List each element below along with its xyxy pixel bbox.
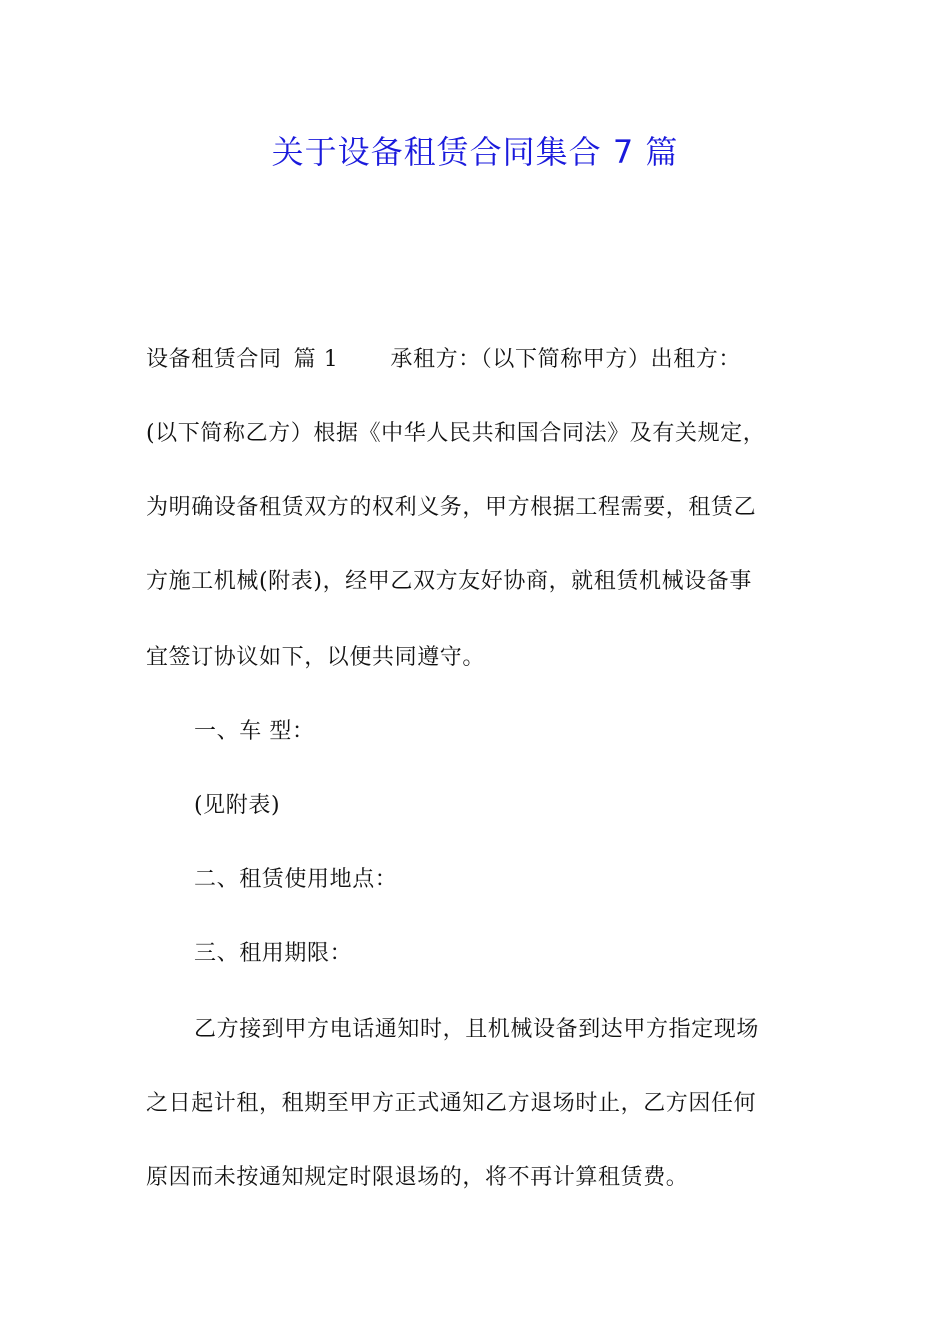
- section-heading-vehicle-type: 一、车 型：: [194, 719, 315, 744]
- contract-heading: 设备租赁合同: [146, 347, 282, 372]
- paragraph-line: (以下简称乙方）根据《中华人民共和国合同法》及有关规定，: [146, 421, 766, 446]
- first-line-text: 承租方：（以下简称甲方）出租方：: [390, 347, 742, 372]
- paragraph-line: 之日起计租，租期至甲方正式通知乙方退场时止，乙方因任何: [146, 1091, 757, 1116]
- attachment-note: (见附表): [194, 793, 281, 818]
- paragraph-line: 为明确设备租赁双方的权利义务，甲方根据工程需要，租赁乙: [146, 495, 757, 520]
- document-title: 关于设备租赁合同集合 7 篇: [271, 133, 679, 171]
- section-heading-location: 二、租赁使用地点：: [194, 867, 398, 892]
- section-heading-lease-term: 三、租用期限：: [194, 941, 353, 966]
- first-line: [146, 342, 806, 378]
- section-number: 篇 1: [293, 347, 339, 372]
- paragraph-line: 乙方接到甲方电话通知时，且机械设备到达甲方指定现场: [194, 1017, 760, 1042]
- paragraph-line: 方施工机械(附表)，经甲乙双方友好协商，就租赁机械设备事: [146, 569, 752, 594]
- paragraph-line: 原因而未按通知规定时限退场的，将不再计算租赁费。: [146, 1165, 689, 1190]
- paragraph-line: 宜签订协议如下，以便共同遵守。: [146, 645, 486, 670]
